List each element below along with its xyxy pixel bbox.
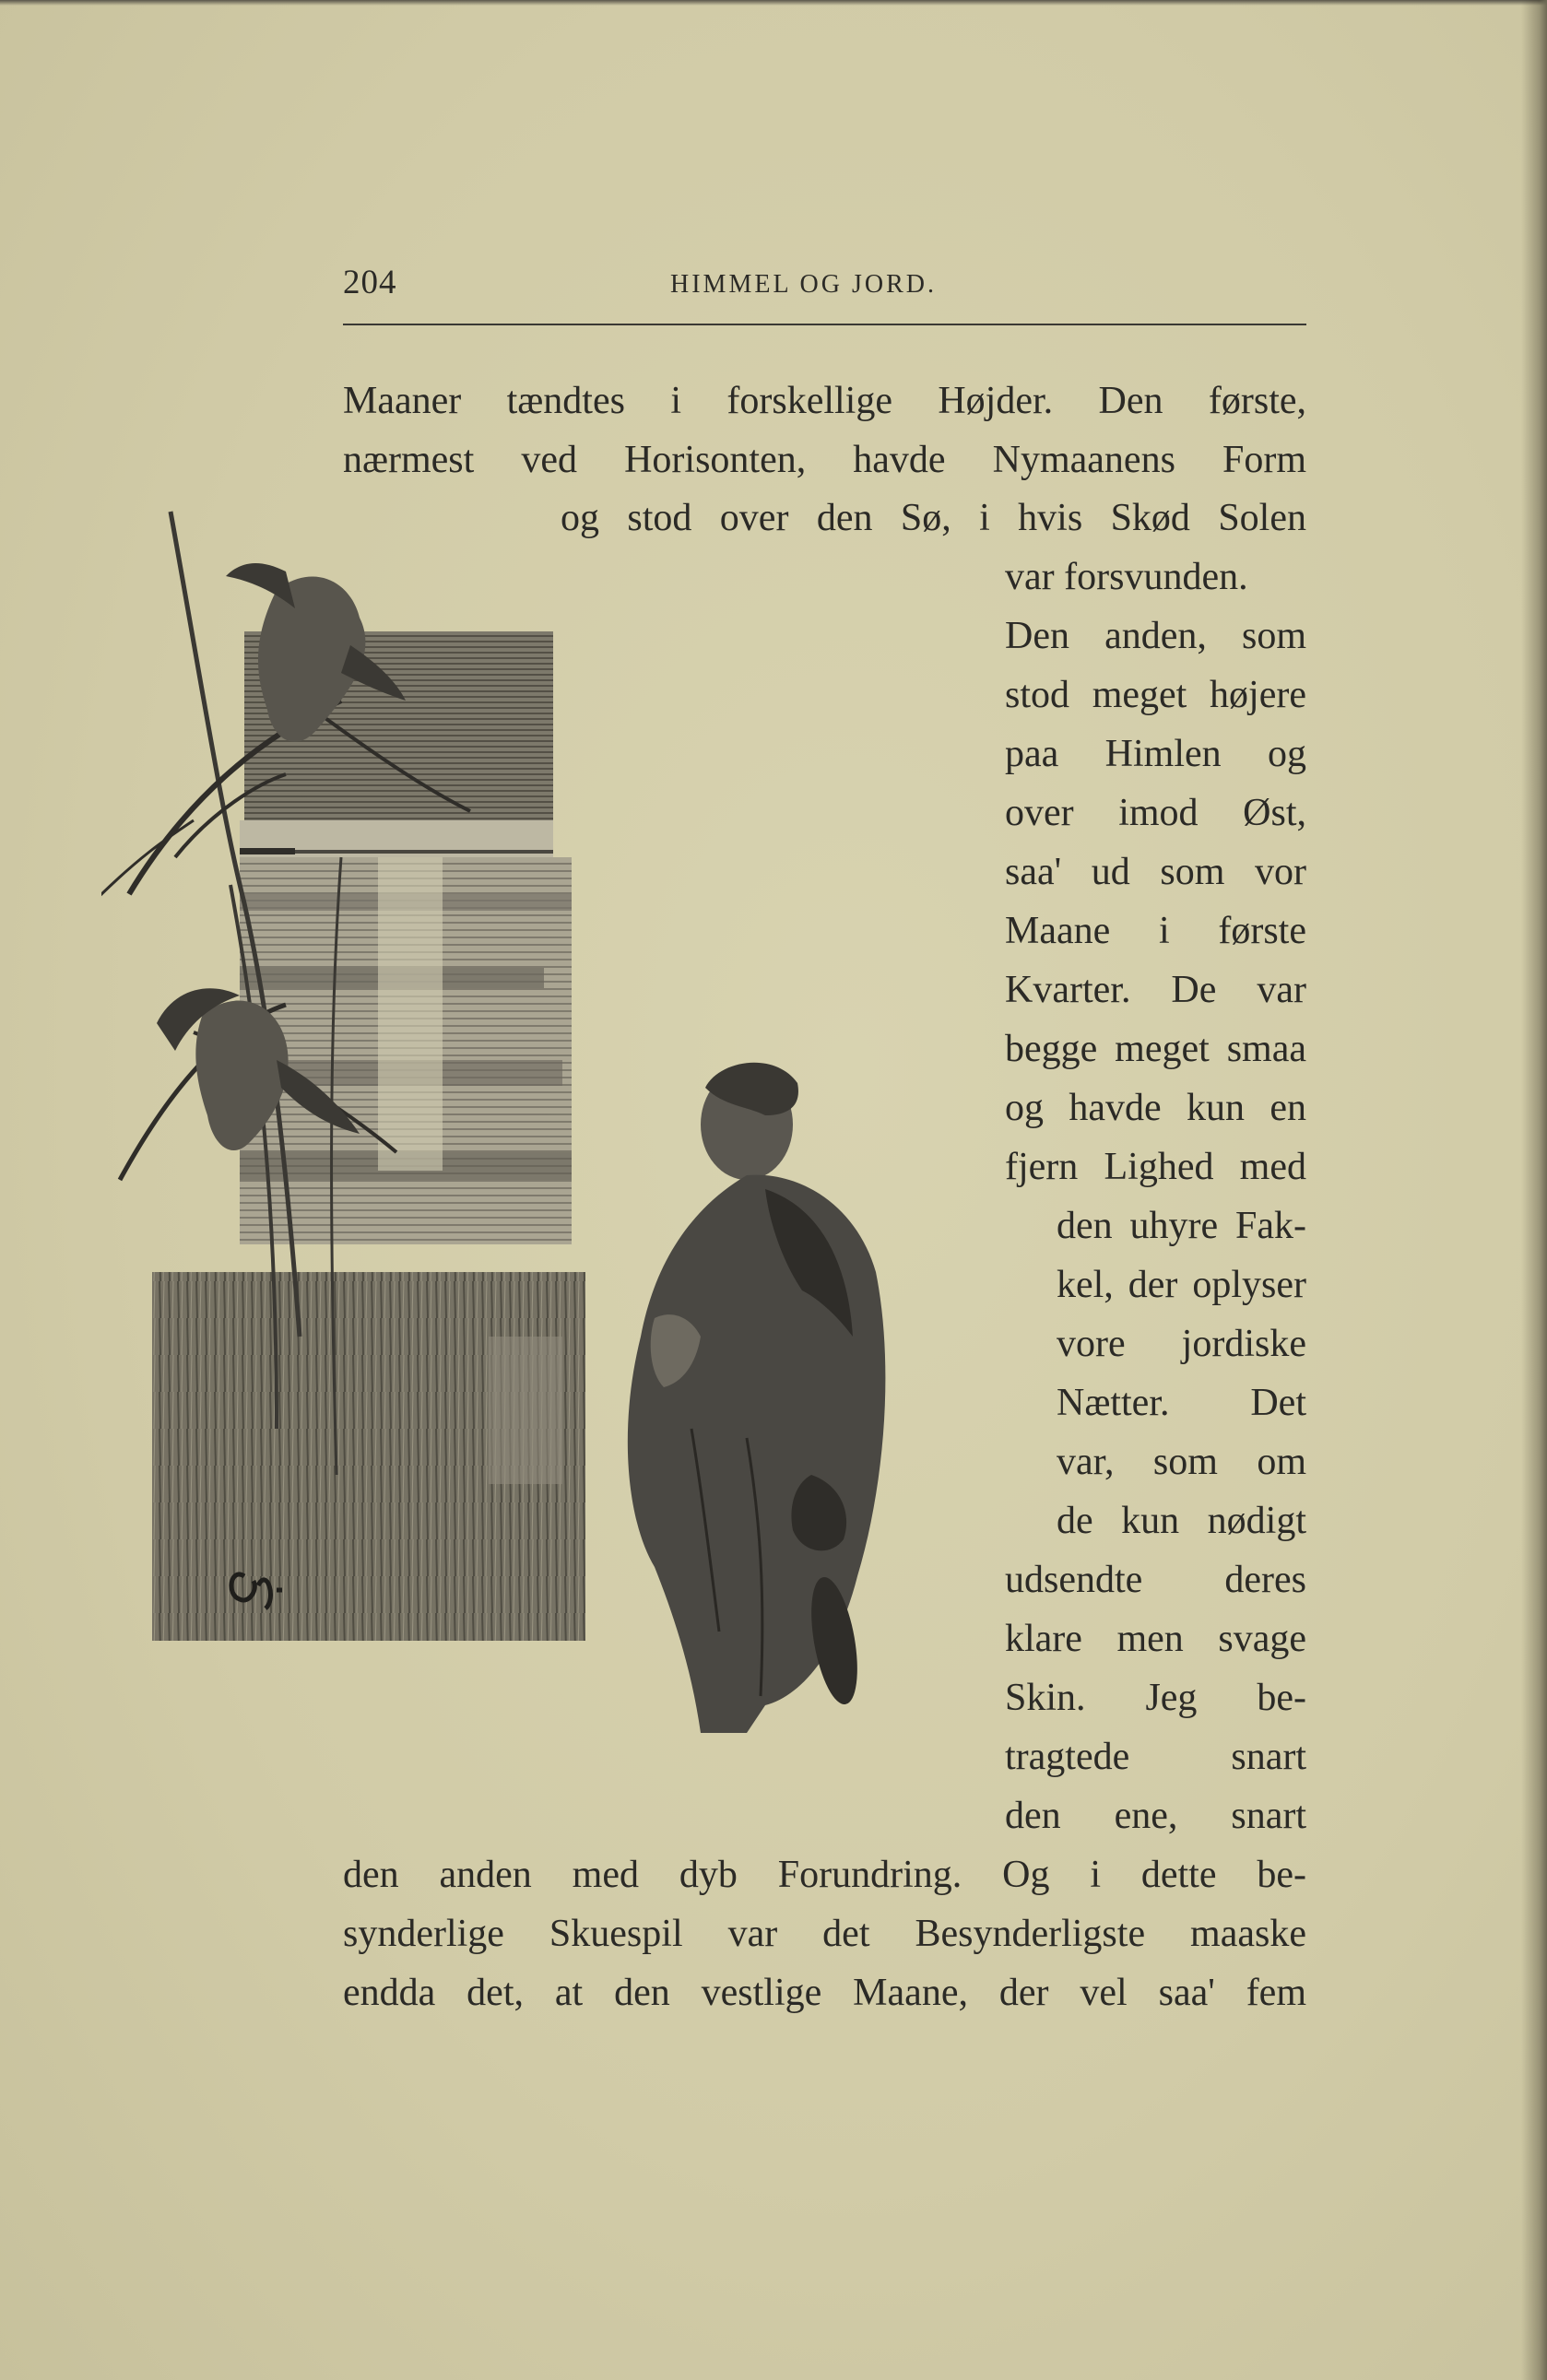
page-header bbox=[343, 263, 1306, 314]
text-line: var, som om bbox=[1057, 1441, 1306, 1483]
page-number: 204 bbox=[343, 264, 397, 301]
text-line: kel, der oplyser bbox=[1057, 1264, 1306, 1306]
text-line: begge meget smaa bbox=[1005, 1028, 1306, 1070]
text-line: tragtede snart bbox=[1005, 1736, 1306, 1778]
text-line: Maane i første bbox=[1005, 910, 1306, 952]
text-line: den anden med dyb Forundring. Og i dette be- bbox=[343, 1854, 1306, 1896]
running-head: HIMMEL OG JORD. bbox=[670, 270, 937, 299]
text-line: paa Himlen og bbox=[1005, 733, 1306, 775]
text-line: og stod over den Sø, i hvis Skød Solen bbox=[561, 497, 1306, 539]
engraving-illustration bbox=[101, 507, 986, 1742]
text-line: Nætter. Det bbox=[1057, 1382, 1306, 1424]
page-edge-shadow bbox=[1521, 0, 1547, 2380]
text-line: Den anden, som bbox=[1005, 615, 1306, 657]
text-line: stod meget højere bbox=[1005, 674, 1306, 716]
text-line: udsendte deres bbox=[1005, 1559, 1306, 1601]
text-line: klare men svage bbox=[1005, 1618, 1306, 1660]
text-line: vore jordiske bbox=[1057, 1323, 1306, 1365]
text-line: synderlige Skuespil var det Besynderligste maaske bbox=[343, 1913, 1306, 1955]
text-line: de kun nødigt bbox=[1057, 1500, 1306, 1542]
text-line: endda det, at den vestlige Maane, der vel saa' fem bbox=[343, 1972, 1306, 2014]
top-edge-shadow bbox=[0, 0, 1547, 6]
text-line: fjern Lighed med bbox=[1005, 1146, 1306, 1188]
header-rule bbox=[343, 324, 1306, 325]
text-line: den ene, snart bbox=[1005, 1795, 1306, 1837]
text-line: Maaner tændtes i forskellige Højder. Den første, bbox=[343, 380, 1306, 422]
text-line: Skin. Jeg be- bbox=[1005, 1677, 1306, 1719]
text-line: den uhyre Fak- bbox=[1057, 1205, 1306, 1247]
text-line: var forsvunden. bbox=[1005, 556, 1248, 598]
text-line: over imod Øst, bbox=[1005, 792, 1306, 834]
text-line: Kvarter. De var bbox=[1005, 969, 1306, 1011]
text-line: saa' ud som vor bbox=[1005, 851, 1306, 893]
text-line: nærmest ved Horisonten, havde Nymaanens Form bbox=[343, 439, 1306, 481]
text-line: og havde kun en bbox=[1005, 1087, 1306, 1129]
